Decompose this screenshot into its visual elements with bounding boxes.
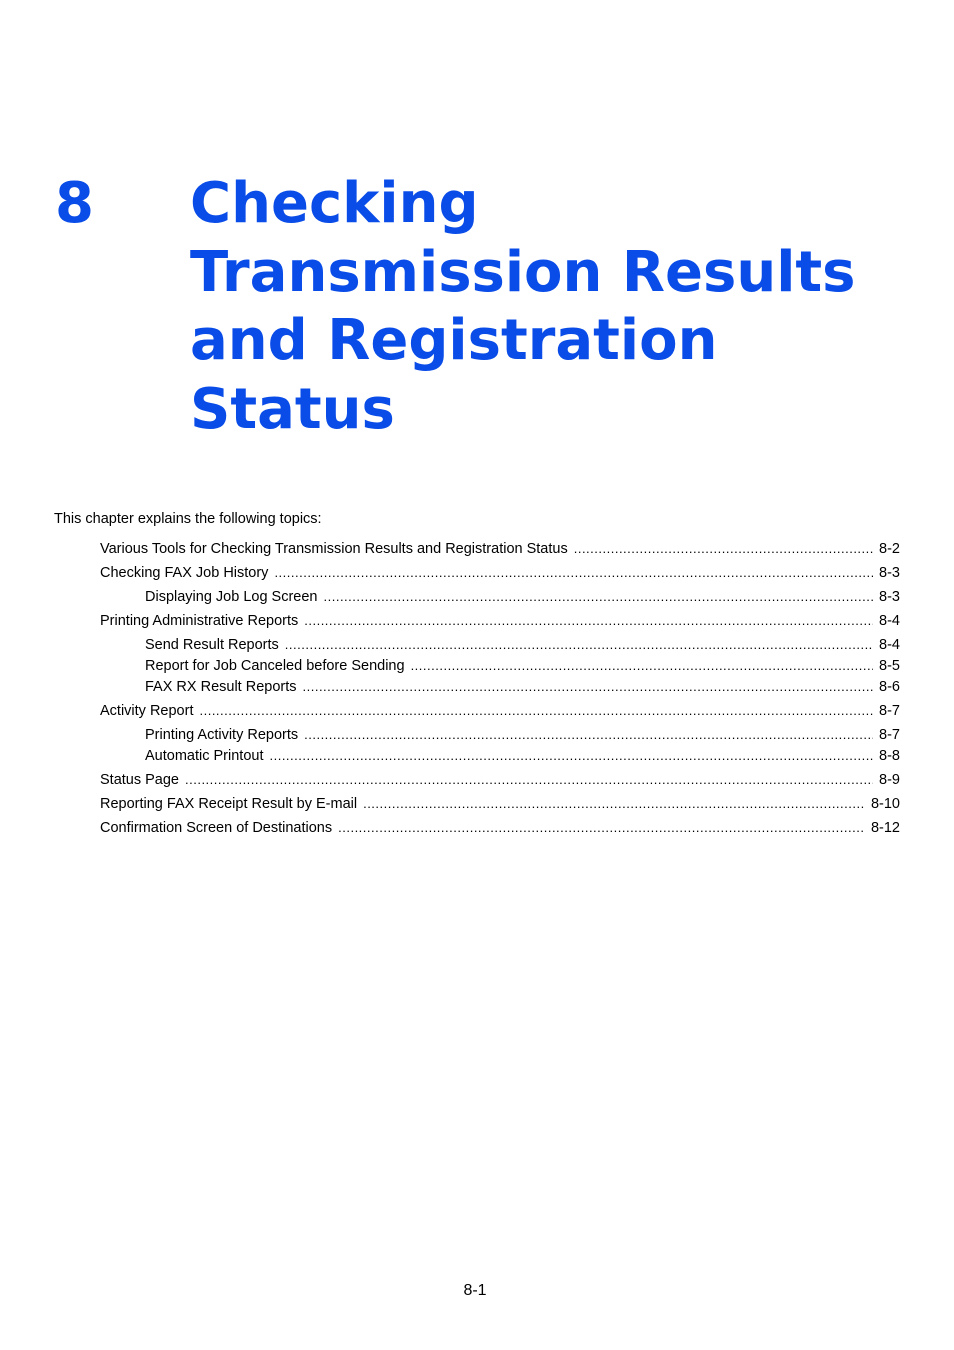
toc-entry-label: Send Result Reports [145,637,279,653]
toc-entry-page: 8-7 [879,727,900,743]
toc-entry-label: Activity Report [100,703,194,719]
chapter-title-line: Status [190,376,395,442]
toc-entry-page: 8-7 [879,703,900,719]
toc-entry-label: Printing Administrative Reports [100,613,299,629]
toc-entry-label: Printing Activity Reports [145,727,299,743]
toc-entry-page: 8-6 [879,679,900,695]
toc-dot-leader [185,769,873,790]
toc-dot-leader [285,634,873,655]
toc-entry[interactable] [100,700,900,721]
toc-dot-leader [269,745,873,766]
toc-dot-leader [304,724,873,745]
toc-entry[interactable] [100,817,900,838]
toc-entry[interactable] [100,610,900,631]
toc-dot-leader [324,586,874,607]
toc-entry-page: 8-8 [879,748,900,764]
chapter-intro: This chapter explains the following topics: [54,511,322,527]
page-number [0,1281,954,1301]
chapter-title [190,170,910,444]
toc-entry[interactable] [145,586,900,607]
toc-entry-label: Status Page [100,772,179,788]
toc-entry[interactable] [100,538,900,559]
toc-dot-leader [574,538,873,559]
toc-dot-leader [338,817,865,838]
toc-entry-page: 8-10 [870,796,900,812]
chapter-title-line: and Registration [190,308,718,373]
toc-entry[interactable] [100,562,900,583]
page-number-text: 8-1 [463,1282,487,1299]
toc-entry-label: Various Tools for Checking Transmission Results and Registration Status [100,541,568,557]
toc-entry-page: 8-9 [879,772,900,788]
toc-entry-page: 8-4 [879,637,900,653]
toc-entry-label: Checking FAX Job History [100,565,269,581]
chapter-number: 8 [55,171,94,236]
toc-entry-label: Automatic Printout [145,748,264,764]
toc-entry[interactable] [145,634,900,655]
toc-entry-page: 8-12 [870,820,900,836]
toc-entry[interactable] [100,793,900,814]
toc-entry[interactable] [100,769,900,790]
toc-entry-label: Reporting FAX Receipt Result by E-mail [100,796,358,812]
toc-entry[interactable] [145,676,900,697]
chapter-title-line: Transmission Results [190,239,856,305]
toc-entry-label: Report for Job Canceled before Sending [145,658,405,674]
toc-dot-leader [304,610,873,631]
toc-dot-leader [199,700,873,721]
toc-dot-leader [411,655,873,676]
toc-entry-label: Displaying Job Log Screen [145,589,318,605]
chapter-title-line: Checking [190,171,479,236]
toc-entry-page: 8-5 [879,658,900,674]
toc-entry[interactable] [145,745,900,766]
toc-entry-page: 8-2 [879,541,900,557]
toc-dot-leader [363,793,865,814]
toc-entry[interactable] [145,655,900,676]
toc-entry[interactable] [145,724,900,745]
toc-entry-label: Confirmation Screen of Destinations [100,820,333,836]
toc-entry-page: 8-4 [879,613,900,629]
toc-entry-label: FAX RX Result Reports [145,679,297,695]
toc-dot-leader [303,676,874,697]
toc-entry-page: 8-3 [879,589,900,605]
toc-entry-page: 8-3 [879,565,900,581]
toc-dot-leader [274,562,873,583]
